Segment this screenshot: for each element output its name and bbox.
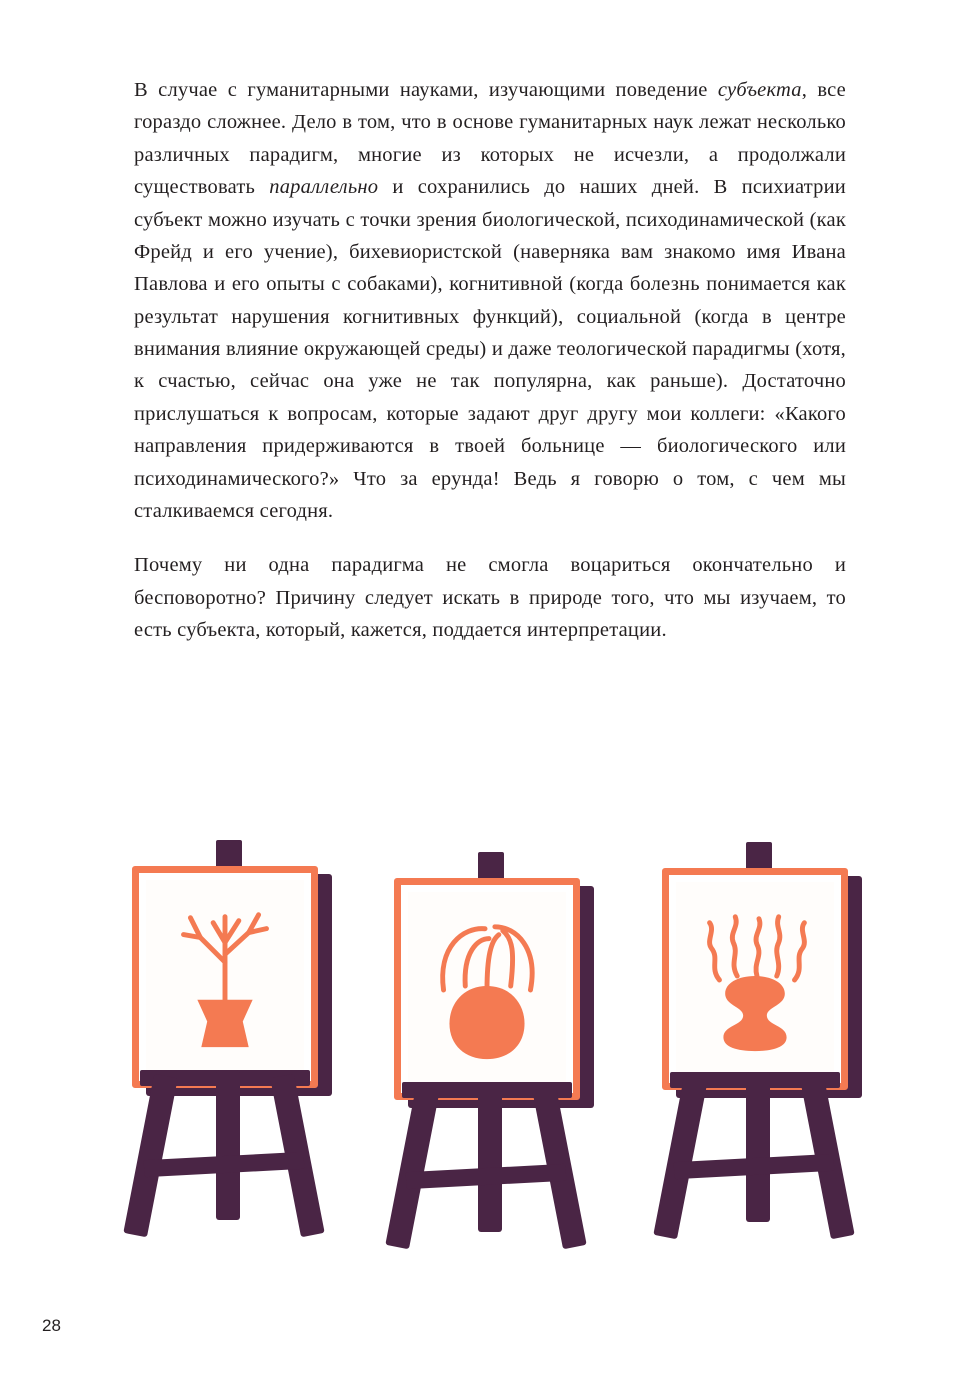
easel-legs: [120, 1070, 360, 1240]
easel-squiggles: [650, 842, 890, 1242]
canvas-artwork-branches: [146, 880, 304, 1074]
easel-leg-center: [478, 1082, 502, 1232]
easel-leg-left: [653, 1076, 707, 1240]
easel-legs: [382, 1082, 622, 1252]
paragraph-2: Почему ни одна парадигма не смогла воцариться окончательно и бесповоротно? Причину следует искать в природе того, что мы изучаем, то есть субъекта, который, кажется, поддается интерпретации.: [134, 554, 846, 641]
easel-fountain: [382, 852, 622, 1252]
easel-leg-left: [123, 1074, 177, 1238]
canvas-artwork-fountain: [408, 892, 566, 1086]
canvas-frame: [662, 868, 848, 1090]
paragraph-1: В случае с гуманитарными науками, изучающими поведение субъекта, все гораздо сложнее. Дело в том, что в основе гуманитарных наук лежат несколько различных парадигм, многие из которых не исчезли, а продолжали существовать параллельно и сохранились до наших дней. В психиатрии субъект можно изучать с точки зрения биологической, психодинамической (как Фрейд и его учение), бихевиористской (наверняка вам знакомо имя Ивана Павлова и его опыты с собаками), когнитивной (когда болезнь понимается как результат нарушения когнитивных функций), социальной (когда в центре внимания влияние окружающей среды) и даже теологической парадигмы (хотя, к счастью, сейчас она уже не так популярна, как раньше). Достаточно прислушаться к вопросам, которые задают друг другу мои коллеги: «Какого направления придерживаются в твоей больнице — биологического или психодинамического?» Что за ерунда! Ведь я говорю о том, с чем мы сталкиваемся сегодня.: [134, 79, 846, 522]
easel-leg-left: [385, 1086, 439, 1250]
easel-leg-center: [216, 1070, 240, 1220]
easel-leg-center: [746, 1072, 770, 1222]
canvas-frame: [394, 878, 580, 1100]
body-text: [134, 74, 846, 646]
page-number: 28: [42, 1316, 61, 1335]
canvas-artwork-squiggles: [676, 882, 834, 1076]
easel-legs: [650, 1072, 890, 1242]
canvas-frame: [132, 866, 318, 1088]
easel-branches: [120, 840, 360, 1240]
illustration-three-easels: [110, 830, 870, 1250]
